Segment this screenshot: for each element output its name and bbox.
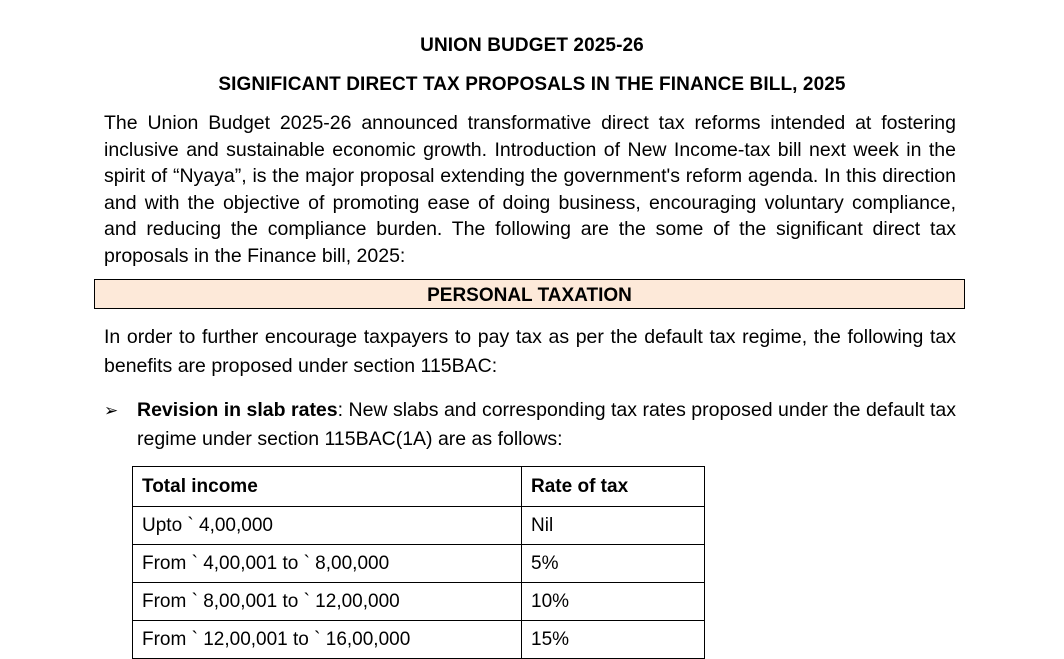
- income-cell: Upto ` 4,00,000: [133, 507, 522, 545]
- rate-cell: 15%: [522, 621, 705, 659]
- table-row: [133, 583, 705, 621]
- document-title: UNION BUDGET 2025-26: [420, 35, 644, 56]
- rate-cell: 5%: [522, 545, 705, 583]
- bullet-body: : New slabs and corresponding tax rates proposed under the default tax regime under section 115BAC(1A) are as follows:: [137, 399, 956, 450]
- section-intro-paragraph: In order to further encourage taxpayers to pay tax as per the default tax regime, the following tax benefits are proposed under section 115BAC:: [104, 326, 956, 377]
- bullet-heading: Revision in slab rates: [137, 399, 338, 421]
- section-heading: PERSONAL TAXATION: [94, 279, 965, 309]
- table-header-row: [133, 467, 705, 507]
- bullet-text: [137, 396, 956, 454]
- arrow-bullet-icon: ➢: [104, 401, 119, 420]
- table-row: [133, 545, 705, 583]
- column-header-total-income: Total income: [133, 467, 522, 507]
- column-header-rate-of-tax: Rate of tax: [522, 467, 705, 507]
- table-row: [133, 621, 705, 659]
- rate-cell: Nil: [522, 507, 705, 545]
- income-cell: From ` 8,00,001 to ` 12,00,000: [133, 583, 522, 621]
- table-row: [133, 507, 705, 545]
- intro-paragraph: The Union Budget 2025-26 announced transformative direct tax reforms intended at fostering inclusive and sustainable economic growth. Introduction of New Income-tax bill next week in the spirit of “Nyaya”, is the major proposal extending the government's reform agenda. In this direction and with the objective of promoting ease of doing business, encouraging voluntary compliance, and reducing the compliance burden. The following are the some of the significant direct tax proposals in the Finance bill, 2025:: [104, 112, 956, 267]
- income-cell: From ` 4,00,001 to ` 8,00,000: [133, 545, 522, 583]
- document-subtitle: SIGNIFICANT DIRECT TAX PROPOSALS IN THE FINANCE BILL, 2025: [218, 74, 846, 95]
- rate-cell: 10%: [522, 583, 705, 621]
- tax-slab-table: [132, 466, 705, 659]
- income-cell: From ` 12,00,001 to ` 16,00,000: [133, 621, 522, 659]
